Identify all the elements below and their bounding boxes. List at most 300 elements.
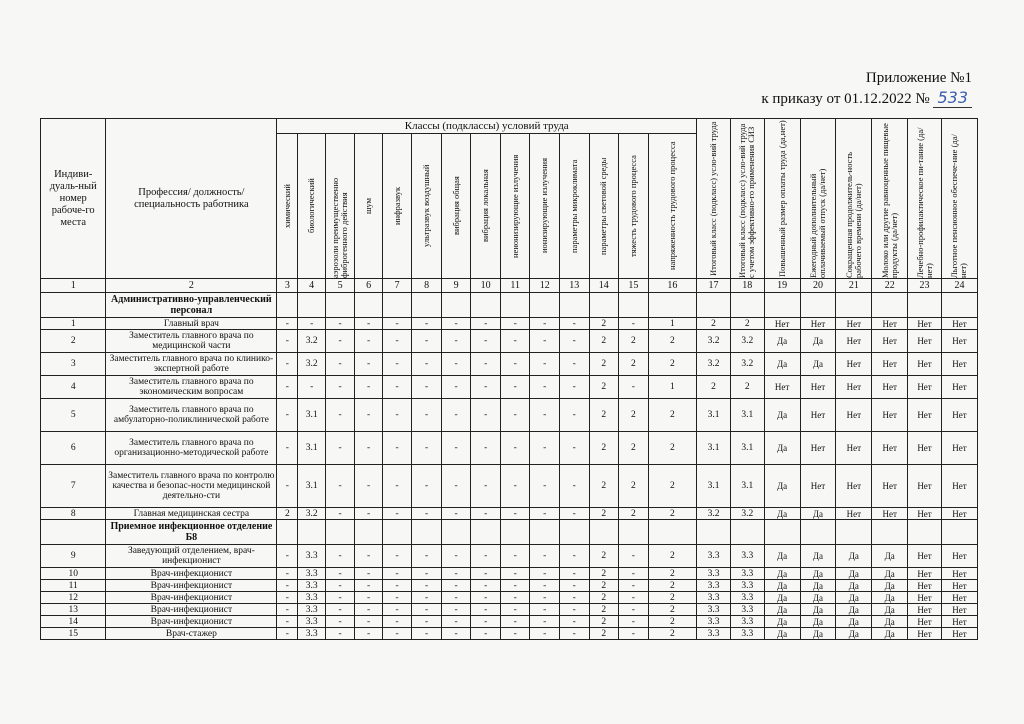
- value-cell: -: [325, 616, 355, 628]
- workplace-number: 11: [41, 580, 106, 592]
- value-cell: Да: [764, 399, 800, 432]
- value-cell: Да: [764, 604, 800, 616]
- col-header-factor: [355, 134, 382, 279]
- value-cell: -: [412, 318, 442, 330]
- value-cell: Нет: [908, 330, 942, 353]
- value-cell: -: [560, 353, 590, 376]
- value-cell: 2: [648, 592, 697, 604]
- value-cell: -: [325, 545, 355, 568]
- value-cell: 2: [589, 628, 619, 640]
- value-cell: -: [277, 568, 298, 580]
- section-empty-cell: [441, 293, 471, 318]
- section-empty-cell: [872, 293, 908, 318]
- value-cell: Нет: [941, 318, 977, 330]
- value-cell: -: [355, 376, 382, 399]
- value-cell: -: [471, 399, 501, 432]
- value-cell: -: [277, 545, 298, 568]
- value-cell: -: [277, 592, 298, 604]
- value-cell: -: [560, 318, 590, 330]
- value-cell: Да: [764, 580, 800, 592]
- workplace-number: 15: [41, 628, 106, 640]
- value-cell: -: [560, 592, 590, 604]
- table-row: [41, 376, 978, 399]
- value-cell: 2: [648, 508, 697, 520]
- value-cell: 3.3: [298, 616, 325, 628]
- value-cell: Нет: [908, 353, 942, 376]
- value-cell: -: [530, 568, 560, 580]
- value-cell: -: [500, 399, 530, 432]
- value-cell: Нет: [941, 616, 977, 628]
- column-number: 5: [325, 279, 355, 293]
- value-cell: Да: [836, 580, 872, 592]
- value-cell: Да: [872, 568, 908, 580]
- value-cell: 3.3: [730, 604, 764, 616]
- value-cell: Нет: [872, 432, 908, 465]
- value-cell: 2: [589, 592, 619, 604]
- value-cell: 2: [619, 432, 649, 465]
- value-cell: -: [412, 330, 442, 353]
- value-cell: -: [355, 592, 382, 604]
- section-empty-cell: [277, 293, 298, 318]
- value-cell: Нет: [872, 318, 908, 330]
- value-cell: -: [325, 353, 355, 376]
- value-cell: Да: [800, 592, 836, 604]
- col-header-summary-label: Лечебно-профилактическое пи-тание (да/нет): [914, 127, 934, 278]
- col-header-summary: [941, 119, 977, 279]
- col-header-factor-label: параметры микроклимата: [568, 159, 579, 253]
- value-cell: -: [560, 545, 590, 568]
- value-cell: 3.2: [730, 330, 764, 353]
- value-cell: -: [412, 432, 442, 465]
- value-cell: -: [441, 465, 471, 508]
- value-cell: -: [325, 580, 355, 592]
- value-cell: Нет: [908, 628, 942, 640]
- section-row: [41, 520, 978, 545]
- value-cell: Нет: [941, 628, 977, 640]
- value-cell: 2: [619, 399, 649, 432]
- section-empty-cell: [764, 293, 800, 318]
- section-empty-cell: [560, 520, 590, 545]
- value-cell: Нет: [908, 432, 942, 465]
- value-cell: -: [412, 508, 442, 520]
- section-index-cell: [41, 293, 106, 318]
- value-cell: Нет: [872, 399, 908, 432]
- value-cell: -: [619, 318, 649, 330]
- section-empty-cell: [872, 520, 908, 545]
- value-cell: Да: [764, 628, 800, 640]
- workplace-number: 14: [41, 616, 106, 628]
- value-cell: -: [471, 545, 501, 568]
- col-header-summary-label: Повышенный размер оплаты труда (да,нет): [776, 120, 787, 277]
- value-cell: Нет: [872, 353, 908, 376]
- section-empty-cell: [697, 293, 731, 318]
- section-empty-cell: [941, 293, 977, 318]
- value-cell: Нет: [941, 592, 977, 604]
- column-number: 8: [412, 279, 442, 293]
- value-cell: -: [441, 432, 471, 465]
- workplace-number: 9: [41, 545, 106, 568]
- value-cell: -: [500, 318, 530, 330]
- value-cell: -: [325, 399, 355, 432]
- workplace-number: 4: [41, 376, 106, 399]
- section-empty-cell: [325, 293, 355, 318]
- value-cell: 3.3: [697, 592, 731, 604]
- value-cell: -: [355, 353, 382, 376]
- value-cell: 3.3: [697, 545, 731, 568]
- col-header-factor: [298, 134, 325, 279]
- col-header-summary: [872, 119, 908, 279]
- section-empty-cell: [836, 293, 872, 318]
- section-empty-cell: [836, 520, 872, 545]
- value-cell: Нет: [764, 318, 800, 330]
- value-cell: Да: [764, 432, 800, 465]
- value-cell: -: [500, 376, 530, 399]
- value-cell: 2: [619, 330, 649, 353]
- col-header-factor-label: шум: [363, 197, 374, 215]
- value-cell: Да: [800, 628, 836, 640]
- column-number: 2: [106, 279, 277, 293]
- value-cell: 3.3: [697, 628, 731, 640]
- value-cell: 2: [589, 318, 619, 330]
- value-cell: -: [560, 604, 590, 616]
- value-cell: Нет: [908, 508, 942, 520]
- col-header-profession: Профессия/ должность/ специальность работника: [106, 119, 277, 279]
- value-cell: 2: [589, 616, 619, 628]
- column-number: 15: [619, 279, 649, 293]
- value-cell: -: [471, 568, 501, 580]
- section-empty-cell: [941, 520, 977, 545]
- table-row: [41, 604, 978, 616]
- value-cell: 2: [277, 508, 298, 520]
- workplace-number: 1: [41, 318, 106, 330]
- profession-cell: Заведующий отделением, врач-инфекционист: [106, 545, 277, 568]
- value-cell: -: [298, 318, 325, 330]
- value-cell: Нет: [908, 545, 942, 568]
- workplace-number: 6: [41, 432, 106, 465]
- value-cell: Нет: [800, 399, 836, 432]
- value-cell: Нет: [941, 330, 977, 353]
- col-header-factor-label: вибрация общая: [450, 176, 461, 236]
- value-cell: -: [530, 318, 560, 330]
- col-header-factor-label: параметры световой среды: [598, 157, 609, 255]
- value-cell: Да: [764, 545, 800, 568]
- value-cell: -: [441, 508, 471, 520]
- value-cell: 3.2: [697, 508, 731, 520]
- value-cell: Нет: [941, 353, 977, 376]
- value-cell: 2: [648, 616, 697, 628]
- column-number: 3: [277, 279, 298, 293]
- section-empty-cell: [530, 293, 560, 318]
- value-cell: -: [382, 580, 412, 592]
- col-header-factor: [277, 134, 298, 279]
- table-row: [41, 580, 978, 592]
- value-cell: -: [530, 592, 560, 604]
- profession-cell: Заместитель главного врача по контролю качества и безопас-ности медицинской деятельно-сти: [106, 465, 277, 508]
- col-header-factor-label: ультразвук воздушный: [421, 164, 432, 248]
- value-cell: -: [277, 432, 298, 465]
- value-cell: -: [355, 604, 382, 616]
- value-cell: Нет: [836, 399, 872, 432]
- value-cell: Да: [764, 508, 800, 520]
- workplace-number: 13: [41, 604, 106, 616]
- value-cell: -: [355, 580, 382, 592]
- value-cell: Нет: [800, 376, 836, 399]
- value-cell: 2: [589, 604, 619, 616]
- value-cell: 3.2: [298, 508, 325, 520]
- value-cell: Да: [764, 330, 800, 353]
- value-cell: Нет: [908, 376, 942, 399]
- value-cell: -: [325, 318, 355, 330]
- value-cell: -: [441, 604, 471, 616]
- table-row: [41, 545, 978, 568]
- col-header-factor-label: химический: [281, 184, 292, 228]
- value-cell: 3.2: [697, 353, 731, 376]
- value-cell: -: [500, 592, 530, 604]
- value-cell: 3.2: [697, 330, 731, 353]
- table-row: [41, 399, 978, 432]
- value-cell: Да: [764, 353, 800, 376]
- col-header-summary-label: Молоко или другие равноценные пищевые продукты (да/нет): [879, 122, 899, 278]
- value-cell: -: [500, 628, 530, 640]
- column-number: 6: [355, 279, 382, 293]
- value-cell: -: [530, 508, 560, 520]
- section-empty-cell: [560, 293, 590, 318]
- section-empty-cell: [500, 520, 530, 545]
- value-cell: Да: [764, 616, 800, 628]
- col-header-summary: [800, 119, 836, 279]
- value-cell: -: [530, 465, 560, 508]
- value-cell: 2: [589, 508, 619, 520]
- section-empty-cell: [382, 520, 412, 545]
- col-header-summary: [836, 119, 872, 279]
- value-cell: 3.1: [298, 465, 325, 508]
- value-cell: 3.3: [730, 580, 764, 592]
- value-cell: -: [412, 376, 442, 399]
- col-header-factor: [530, 134, 560, 279]
- section-empty-cell: [441, 520, 471, 545]
- value-cell: Да: [872, 545, 908, 568]
- value-cell: -: [530, 580, 560, 592]
- value-cell: -: [412, 592, 442, 604]
- value-cell: -: [530, 330, 560, 353]
- value-cell: 2: [589, 465, 619, 508]
- section-empty-cell: [619, 520, 649, 545]
- value-cell: Нет: [941, 580, 977, 592]
- value-cell: -: [412, 604, 442, 616]
- value-cell: -: [412, 616, 442, 628]
- column-number: 18: [730, 279, 764, 293]
- value-cell: -: [355, 508, 382, 520]
- value-cell: 2: [648, 432, 697, 465]
- col-header-summary-label: Ежегодный дополнительный оплачиваемый отпуск (да/нет): [807, 168, 827, 278]
- column-numbers-row: [41, 279, 978, 293]
- section-empty-cell: [355, 520, 382, 545]
- value-cell: 3.1: [697, 432, 731, 465]
- value-cell: -: [277, 376, 298, 399]
- section-empty-cell: [730, 520, 764, 545]
- value-cell: -: [355, 330, 382, 353]
- value-cell: -: [412, 353, 442, 376]
- value-cell: -: [619, 376, 649, 399]
- value-cell: -: [560, 628, 590, 640]
- column-number: 11: [500, 279, 530, 293]
- value-cell: 3.3: [697, 568, 731, 580]
- value-cell: 3.3: [730, 616, 764, 628]
- value-cell: -: [355, 628, 382, 640]
- value-cell: -: [382, 399, 412, 432]
- value-cell: Да: [764, 465, 800, 508]
- value-cell: -: [560, 568, 590, 580]
- table-row: [41, 616, 978, 628]
- value-cell: -: [560, 376, 590, 399]
- section-empty-cell: [471, 293, 501, 318]
- column-number: 20: [800, 279, 836, 293]
- value-cell: Нет: [908, 399, 942, 432]
- value-cell: -: [277, 318, 298, 330]
- workplace-number: 5: [41, 399, 106, 432]
- section-empty-cell: [619, 293, 649, 318]
- appendix-title: Приложение №1: [865, 70, 972, 86]
- section-empty-cell: [908, 293, 942, 318]
- value-cell: -: [355, 465, 382, 508]
- value-cell: -: [382, 330, 412, 353]
- value-cell: -: [382, 465, 412, 508]
- value-cell: Нет: [872, 376, 908, 399]
- col-header-summary-label: Сокращенная продолжитель-ность рабочего времени (да/нет): [843, 151, 863, 278]
- value-cell: 2: [619, 508, 649, 520]
- profession-cell: Заместитель главного врача по медицинской части: [106, 330, 277, 353]
- value-cell: Да: [800, 604, 836, 616]
- value-cell: 2: [648, 568, 697, 580]
- col-header-factor-label: ионизирующие излучения: [539, 158, 550, 254]
- column-number: 13: [560, 279, 590, 293]
- profession-cell: Заместитель главного врача по организационно-методической работе: [106, 432, 277, 465]
- value-cell: 2: [648, 604, 697, 616]
- profession-cell: Врач-инфекционист: [106, 616, 277, 628]
- value-cell: Да: [800, 545, 836, 568]
- value-cell: -: [530, 353, 560, 376]
- col-header-factor-label: биологический: [306, 178, 317, 234]
- col-header-factor: [589, 134, 619, 279]
- value-cell: -: [560, 465, 590, 508]
- table-row: [41, 330, 978, 353]
- column-number: 19: [764, 279, 800, 293]
- value-cell: 3.1: [298, 399, 325, 432]
- value-cell: 2: [589, 432, 619, 465]
- value-cell: -: [441, 616, 471, 628]
- value-cell: Да: [872, 616, 908, 628]
- value-cell: 2: [589, 568, 619, 580]
- value-cell: 3.2: [298, 330, 325, 353]
- value-cell: Нет: [836, 330, 872, 353]
- value-cell: -: [471, 508, 501, 520]
- value-cell: Нет: [800, 465, 836, 508]
- value-cell: Да: [872, 592, 908, 604]
- value-cell: -: [355, 616, 382, 628]
- value-cell: -: [382, 545, 412, 568]
- value-cell: -: [441, 580, 471, 592]
- value-cell: -: [355, 399, 382, 432]
- value-cell: -: [441, 628, 471, 640]
- value-cell: -: [619, 580, 649, 592]
- section-empty-cell: [471, 520, 501, 545]
- value-cell: Да: [872, 628, 908, 640]
- value-cell: -: [382, 568, 412, 580]
- value-cell: Да: [836, 592, 872, 604]
- value-cell: 2: [648, 580, 697, 592]
- value-cell: Нет: [908, 568, 942, 580]
- value-cell: -: [325, 568, 355, 580]
- value-cell: -: [619, 628, 649, 640]
- value-cell: -: [560, 399, 590, 432]
- value-cell: -: [325, 465, 355, 508]
- col-header-factor: [325, 134, 355, 279]
- column-number: 21: [836, 279, 872, 293]
- workplace-number: 8: [41, 508, 106, 520]
- value-cell: 3.3: [697, 580, 731, 592]
- value-cell: -: [530, 628, 560, 640]
- section-empty-cell: [800, 293, 836, 318]
- value-cell: -: [471, 330, 501, 353]
- profession-cell: Врач-инфекционист: [106, 592, 277, 604]
- value-cell: -: [382, 604, 412, 616]
- column-number: 4: [298, 279, 325, 293]
- value-cell: -: [441, 353, 471, 376]
- col-header-summary-label: Итоговый класс (подкласс) усло-вий труда с учетом эффективно-го применения СИЗ: [737, 123, 757, 278]
- value-cell: -: [500, 580, 530, 592]
- value-cell: Да: [872, 580, 908, 592]
- workplace-number: 10: [41, 568, 106, 580]
- profession-cell: Врач-инфекционист: [106, 568, 277, 580]
- value-cell: -: [277, 353, 298, 376]
- value-cell: Нет: [872, 465, 908, 508]
- value-cell: -: [325, 592, 355, 604]
- value-cell: Да: [800, 330, 836, 353]
- column-number: 16: [648, 279, 697, 293]
- value-cell: -: [441, 376, 471, 399]
- section-empty-cell: [648, 293, 697, 318]
- value-cell: -: [471, 376, 501, 399]
- value-cell: 2: [589, 353, 619, 376]
- section-title: Административно-управленческий персонал: [106, 293, 277, 318]
- value-cell: -: [471, 592, 501, 604]
- value-cell: 2: [648, 545, 697, 568]
- value-cell: 3.1: [730, 399, 764, 432]
- value-cell: Да: [836, 545, 872, 568]
- value-cell: -: [441, 318, 471, 330]
- value-cell: 2: [589, 399, 619, 432]
- col-header-factor-label: аэрозоли преимущественно фиброгенного действия: [330, 177, 350, 278]
- column-number: 22: [872, 279, 908, 293]
- section-empty-cell: [412, 520, 442, 545]
- value-cell: -: [382, 616, 412, 628]
- section-empty-cell: [589, 520, 619, 545]
- profession-cell: Заместитель главного врача по клинико-экспертной работе: [106, 353, 277, 376]
- workplace-number: 3: [41, 353, 106, 376]
- value-cell: -: [412, 399, 442, 432]
- value-cell: -: [471, 580, 501, 592]
- section-empty-cell: [730, 293, 764, 318]
- value-cell: -: [619, 616, 649, 628]
- value-cell: -: [382, 376, 412, 399]
- value-cell: Нет: [941, 465, 977, 508]
- value-cell: -: [355, 432, 382, 465]
- value-cell: 3.3: [298, 592, 325, 604]
- profession-cell: Главный врач: [106, 318, 277, 330]
- value-cell: -: [298, 376, 325, 399]
- value-cell: 2: [589, 330, 619, 353]
- value-cell: 3.3: [298, 568, 325, 580]
